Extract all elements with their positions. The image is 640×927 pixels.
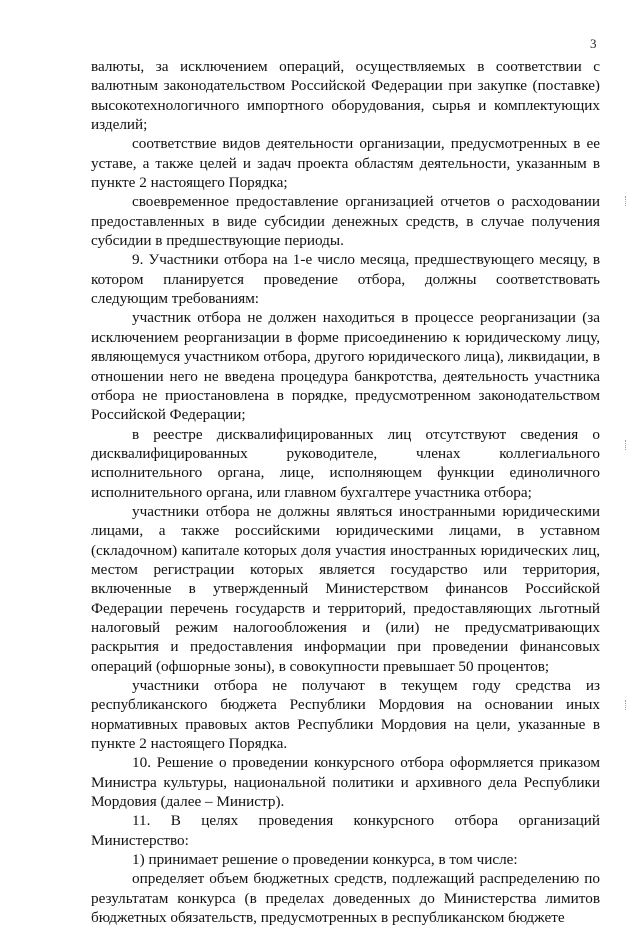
document-body <box>91 57 600 927</box>
paragraph-no-other-funds: участники отбора не получают в текущем году средства из республиканского бюджета Республики Мордовия на основании иных нормативных правовых актов Республики Мордовия на цели, указанные в пункте 2 настоящего Порядка. <box>91 677 600 753</box>
paragraph-item-11: 11. В целях проведения конкурсного отбора организаций Министерство: <box>91 812 600 849</box>
scan-margin-mark <box>625 196 629 206</box>
paragraph-disqualified-register: в реестре дисквалифицированных лиц отсутствуют сведения о дисквалифицированных руководителе, членах коллегиального исполнительного органа, лице, исполняющем функции единоличного исполнительного органа, или главном бухгалтере участника отбора; <box>91 425 600 501</box>
paragraph-activity-compliance: соответствие видов деятельности организации, предусмотренных в ее уставе, а также целей и задач проекта областям деятельности, указанным в пункте 2 настоящего Порядка; <box>91 135 600 192</box>
paragraph-item-10: 10. Решение о проведении конкурсного отбора оформляется приказом Министра культуры, национальной политики и архивного дела Республики Мордовия (далее – Министр). <box>91 754 600 811</box>
paragraph-foreign-entities: участники отбора не должны являться иностранными юридическими лицами, а также российскими юридическими лицами, в уставном (складочном) капитале которых доля участия иностранных юридических лиц, местом регистрации которых является государство или территория, включенные в утвержденный Министерством финансов Российской Федерации перечень государств и территорий, предоставляющих льготный налоговый режим налогообложения и (или) не предусматривающих раскрытия и предоставления информации при проведении финансовых операций (офшорные зоны), в совокупности превышает 50 процентов; <box>91 502 600 675</box>
paragraph-timely-reports: своевременное предоставление организацией отчетов о расходовании предоставленных в виде субсидии денежных средств, в случае получения субсидии в предшествующие периоды. <box>91 193 600 250</box>
paragraph-budget-volume: определяет объем бюджетных средств, подлежащий распределению по результатам конкурса (в пределах доведенных до Министерства лимитов бюджетных обязательств, предусмотренных в республиканском бюджете <box>91 870 600 927</box>
paragraph-item-11-1: 1) принимает решение о проведении конкурса, в том числе: <box>132 851 518 869</box>
paragraph-currency-continuation: валюты, за исключением операций, осуществляемых в соответствии с валютным законодательством Российской Федерации при закупке (поставке) высокотехнологичного импортного оборудования, сырья и комплектующих изделий; <box>91 58 600 134</box>
scan-margin-mark <box>625 700 629 710</box>
paragraph-no-reorganization: участник отбора не должен находиться в процессе реорганизации (за исключением реорганизации в форме присоединению к юридическому лицу, являющемуся участником отбора, другого юридического лица), ликвидации, в отношении него не введена процедура банкротства, деятельность участника отбора не приостановлена в порядке, предусмотренном законодательством Российской Федерации; <box>91 309 600 424</box>
scan-margin-mark <box>625 440 629 450</box>
paragraph-item-9: 9. Участники отбора на 1-е число месяца, предшествующего месяцу, в котором планируется проведение отбора, должны соответствовать следующим требованиям: <box>91 251 600 308</box>
page-number: 3 <box>590 36 597 51</box>
